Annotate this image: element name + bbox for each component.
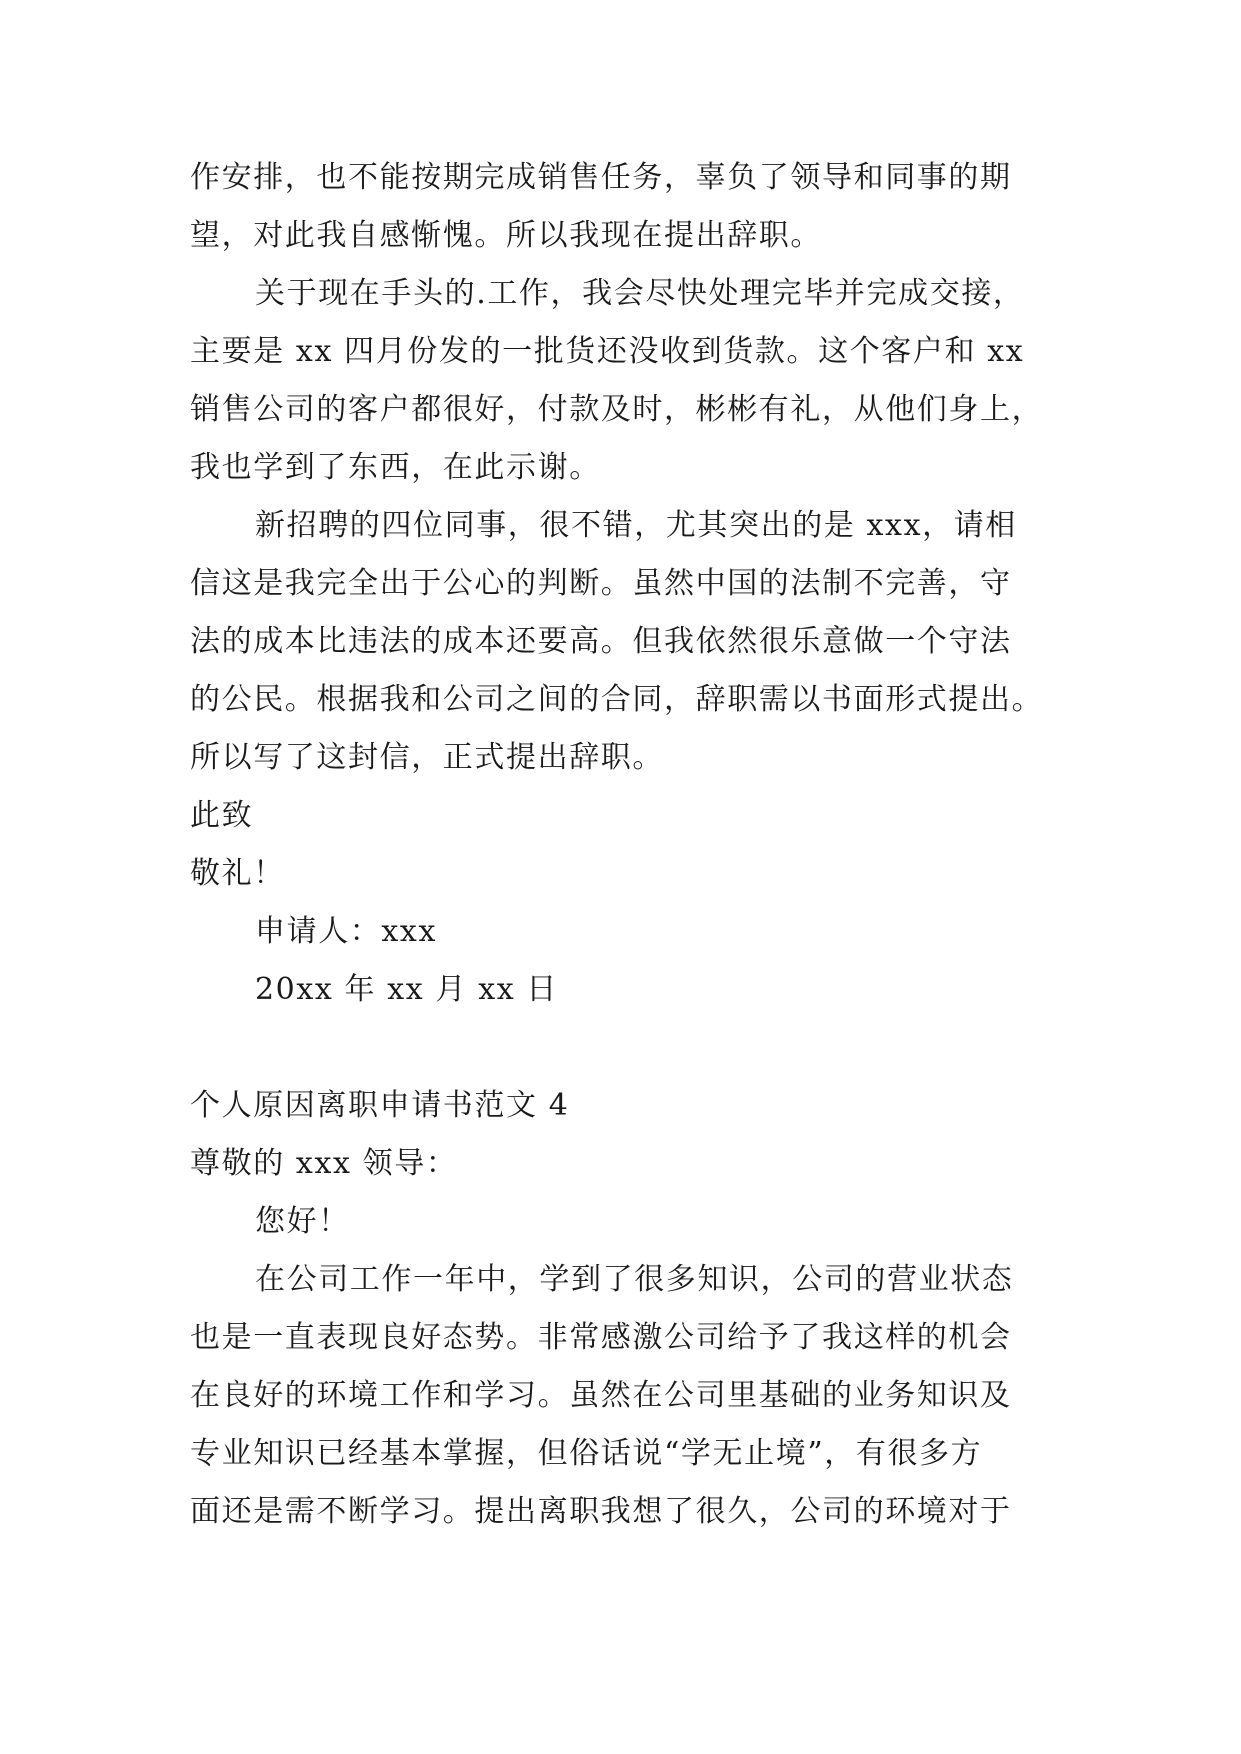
body-text-line: 作安排，也不能按期完成销售任务，辜负了领导和同事的期 (190, 160, 1012, 195)
body-text-line: 望，对此我自感惭愧。所以我现在提出辞职。 (190, 218, 822, 253)
body-text-line: 我也学到了东西，在此示谢。 (190, 450, 601, 485)
body-text-line: 所以写了这封信，正式提出辞职。 (190, 740, 664, 775)
signature-date: 20xx 年 xx 月 xx 日 (255, 972, 558, 1007)
closing-line: 此致 (190, 798, 254, 833)
body-text-line: 销售公司的客户都很好，付款及时，彬彬有礼，从他们身上， (190, 392, 1044, 427)
greeting-addressee: 尊敬的 xxx 领导： (190, 1146, 458, 1181)
body-text-line: 也是一直表现良好态势。非常感激公司给予了我这样的机会 (190, 1320, 1012, 1355)
body-text-line: 法的成本比违法的成本还要高。但我依然很乐意做一个守法 (190, 624, 1012, 659)
body-text-line: 的公民。根据我和公司之间的合同，辞职需以书面形式提出。 (190, 682, 1044, 717)
body-text-line: 面还是需不断学习。提出离职我想了很久，公司的环境对于 (190, 1494, 1012, 1529)
paragraph-first-line: 新招聘的四位同事，很不错，尤其突出的是 xxx，请相 (255, 508, 1017, 543)
greeting-line: 您好！ (255, 1204, 350, 1239)
section-title: 个人原因离职申请书范文 4 (190, 1088, 570, 1123)
body-text-line: 信这是我完全出于公心的判断。虽然中国的法制不完善，守 (190, 566, 1012, 601)
salutation-line: 敬礼！ (190, 856, 285, 891)
paragraph-first-line: 在公司工作一年中，学到了很多知识，公司的营业状态 (255, 1262, 1014, 1297)
body-text-line: 专业知识已经基本掌握，但俗话说“学无止境”，有很多方 (190, 1436, 983, 1471)
paragraph-first-line: 关于现在手头的.工作，我会尽快处理完毕并完成交接， (255, 276, 1025, 311)
signature-applicant: 申请人：xxx (255, 914, 437, 949)
body-text-line: 主要是 xx 四月份发的一批货还没收到货款。这个客户和 xx (190, 334, 1025, 369)
body-text-line: 在良好的环境工作和学习。虽然在公司里基础的业务知识及 (190, 1378, 1012, 1413)
